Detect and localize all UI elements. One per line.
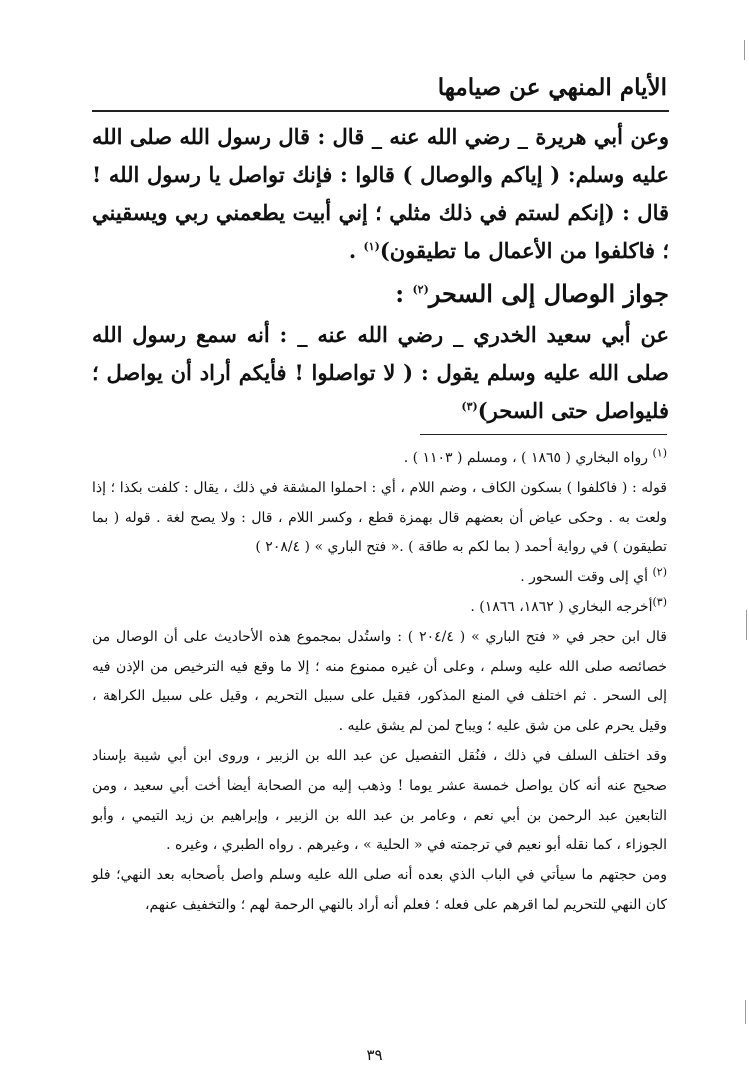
section-heading-text: جواز الوصال إلى السحر: [428, 279, 669, 308]
footnote-1: [92, 444, 667, 474]
footnote-3: [92, 593, 667, 623]
footnote-3-comment-2: وقد اختلف السلف في ذلك ، فنُقل التفصيل عن عبد الله بن الزبير ، وروى ابن أبي شيبة بإسناد صحيح عنه أنه كان يواصل خمسة عشر يوما ! وذهب إليه من الصحابة أيضا أخت أبي سعيد ، ومن التابعين عبد الرحمن بن أبي نعم ، وعامر بن عبد الله بن الزبير ، وإبراهيم بن زيد التيمي ، وأبو الجوزاء ، كما نقله أبو نعيم في ترجمته في « الحلية » ، وغيرهم . رواه الطبري ، وغيره .: [92, 747, 667, 854]
scan-edge-mark: [744, 40, 745, 60]
footnote-ref-2[interactable]: (٢): [412, 283, 429, 296]
footnotes: [92, 444, 667, 921]
page-number: ٣٩: [366, 1046, 383, 1064]
running-head: الأيام المنهي عن صيامها: [437, 74, 667, 101]
footnote-1-mark: (١): [652, 446, 667, 460]
hadith-paragraph-1: [92, 118, 669, 270]
footnote-2-text: أي إلى وقت السحور .: [520, 569, 653, 586]
section-heading: [92, 272, 669, 316]
hadith-text-1: وعن أبي هريرة _ رضي الله عنه _ قال : قال رسول الله صلى الله عليه وسلم: ( إياكم والوصال ) قالوا : فإنك تواصل يا رسول الله ! قال : (إنكم لستم في ذلك مثلي ؛ إني أبيت يطعمني ربي ويسقيني ؛ فاكلفوا من الأعمال ما تطيقون): [92, 124, 669, 263]
footnote-ref-3[interactable]: (٣): [461, 400, 478, 413]
hadith-paragraph-2: [92, 316, 669, 430]
footnote-3-comment-1: قال ابن حجر في « فتح الباري » ( ٢٠٤/٤ ) : واستُدل بمجموع هذه الأحاديث على أن الوصال من خصائصه صلى الله عليه وسلم ، وعلى أن غيره ممنوع منه ؛ إلا ما وقع فيه الترخيص من الإذن فيه إلى السحر . ثم اختلف في المنع المذكور، فقيل على سبيل التحريم ، وقيل على سبيل الكراهة ، وقيل يحرم على من شق عليه ؛ ويباح لمن لم يشق عليه .: [92, 628, 668, 735]
footnote-3-text: أخرجه البخاري ( ١٨٦٢، ١٨٦٦) .: [470, 598, 653, 615]
footnote-2: [92, 563, 667, 593]
footnote-2-mark: (٢): [652, 565, 667, 579]
section-heading-tail: :: [395, 279, 413, 308]
scan-edge-mark: [746, 610, 747, 640]
header-rule: [92, 110, 669, 112]
footnote-1-text: رواه البخاري ( ١٨٦٥ ) ، ومسلم ( ١١٠٣ ) .: [403, 450, 653, 466]
footnote-rule: [420, 434, 667, 435]
main-text: [92, 118, 669, 430]
footnote-3-mark: (٣): [652, 595, 667, 609]
footnote-3-comment-3: ومن حجتهم ما سيأتي في الباب الذي بعده أنه صلى الله عليه وسلم واصل بأصحابه بعد النهي؛ فلو كان النهي للتحريم لما اقرهم على فعله ؛ فعلم أنه أراد بالنهي الرحمة لهم ؛ والتخفيف عنهم،: [92, 867, 667, 913]
hadith-text-2: عن أبي سعيد الخدري _ رضي الله عنه _ : أنه سمع رسول الله صلى الله عليه وسلم يقول : ( لا تواصلوا ! فأيكم أراد أن يواصل ؛ فليواصل حتى السحر): [92, 322, 669, 423]
hadith-text-1-tail: .: [348, 238, 364, 263]
footnote-ref-1[interactable]: (١): [363, 240, 380, 253]
footnote-1-comment: قوله : ( فاكلفوا ) بسكون الكاف ، وضم اللام ، أي : احملوا المشقة في ذلك ، يقال : كلفت بكذا ؛ إذا ولعت به . وحكى عياض أن بعضهم قال بهمزة قطع ، وكسر اللام ، قال : ولا يصح لغة . قوله ( بما تطيقون ) في رواية أحمد ( بما لكم به طاقة ) .« فتح الباري » ( ٢٠٨/٤ ): [92, 479, 667, 556]
scan-edge-mark: [745, 1000, 746, 1024]
